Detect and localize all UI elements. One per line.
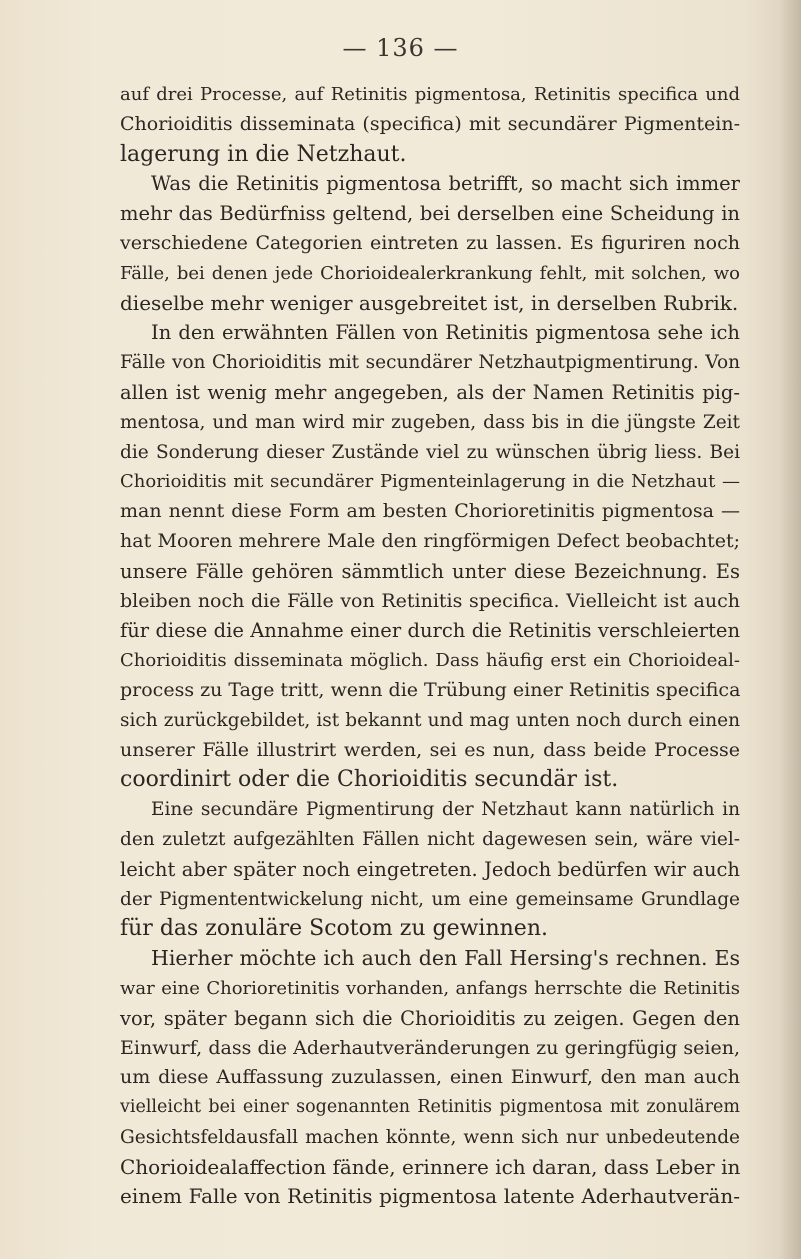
text-line: leicht aber später noch eingetreten. Jedoch bedürfen wir auch (120, 857, 740, 881)
text-line: um diese Auffassung zuzulassen, einen Einwurf, den man auch (120, 1066, 740, 1089)
text-line: Chorioiditis disseminata (specifica) mit secundärer Pigmentein- (120, 112, 740, 135)
text-line: coordinirt oder die Chorioiditis secundär ist. (120, 767, 619, 793)
page-edge-shadow (779, 0, 801, 1259)
text-line: für diese die Annahme einer durch die Retinitis verschleierten (120, 619, 740, 643)
body-text (120, 80, 740, 1212)
text-line: der Pigmententwickelung nicht, um eine gemeinsame Grundlage (120, 888, 740, 910)
text-line: war eine Chorioretinitis vorhanden, anfangs herrschte die Retinitis (120, 977, 740, 999)
text-line: verschiedene Categorien eintreten zu lassen. Es figuriren noch (120, 231, 740, 254)
page-number: — 136 — (342, 34, 459, 62)
text-line: Chorioidealaffection fände, erinnere ich daran, dass Leber in (120, 1154, 741, 1179)
text-line: Was die Retinitis pigmentosa betrifft, so macht sich immer (151, 172, 740, 196)
text-line: In den erwähnten Fällen von Retinitis pigmentosa sehe ich (151, 321, 740, 345)
text-line: process zu Tage tritt, wenn die Trübung einer Retinitis specifica (120, 678, 741, 701)
text-line: hat Mooren mehrere Male den ringförmigen Defect beobachtet; (120, 529, 740, 552)
text-line: vor, später begann sich die Chorioiditis zu zeigen. Gegen den (120, 1006, 740, 1030)
text-line: unserer Fälle illustrirt werden, sei es nun, dass beide Processe (120, 738, 740, 761)
text-line: Hierher möchte ich auch den Fall Hersing's rechnen. Es (151, 946, 740, 971)
text-line: Fälle, bei denen jede Chorioidealerkrankung fehlt, mit solchen, wo (120, 262, 740, 284)
text-line: die Sonderung dieser Zustände viel zu wünschen übrig liess. Bei (120, 441, 740, 463)
text-line: man nennt diese Form am besten Chorioretinitis pigmentosa — (120, 500, 740, 523)
text-line: unsere Fälle gehören sämmtlich unter diese Bezeichnung. Es (120, 559, 740, 583)
text-line: Einwurf, dass die Aderhautveränderungen zu geringfügig seien, (120, 1036, 740, 1059)
text-line: den zuletzt aufgezählten Fällen nicht dagewesen sein, wäre viel- (120, 828, 740, 850)
text-line: lagerung in die Netzhaut. (120, 141, 407, 167)
text-line: auf drei Processe, auf Retinitis pigmentosa, Retinitis specifica und (120, 84, 740, 105)
text-line: einem Falle von Retinitis pigmentosa latente Aderhautverän- (120, 1184, 740, 1209)
text-line: sich zurückgebildet, ist bekannt und mag unten noch durch einen (120, 709, 740, 731)
text-line: Fälle von Chorioiditis mit secundärer Netzhautpigmentirung. Von (120, 352, 740, 374)
text-line: Eine secundäre Pigmentirung der Netzhaut kann natürlich in (151, 799, 740, 821)
text-line: Chorioiditis disseminata möglich. Dass häufig erst ein Chorioideal- (120, 650, 740, 672)
text-line: bleiben noch die Fälle von Retinitis specifica. Vielleicht ist auch (120, 589, 740, 612)
text-line: Chorioiditis mit secundärer Pigmenteinlagerung in die Netzhaut — (120, 471, 740, 493)
text-line: dieselbe mehr weniger ausgebreitet ist, in derselben Rubrik. (120, 290, 739, 315)
text-line: allen ist wenig mehr angegeben, als der Namen Retinitis pig- (120, 380, 740, 404)
text-line: vielleicht bei einer sogenannten Retinitis pigmentosa mit zonulärem (120, 1097, 740, 1118)
text-line: mehr das Bedürfniss geltend, bei derselben eine Scheidung in (120, 202, 740, 226)
text-line: für das zonuläre Scotom zu gewinnen. (120, 916, 548, 942)
text-line: mentosa, und man wird mir zugeben, dass bis in die jüngste Zeit (120, 411, 740, 433)
text-line: Gesichtsfeldausfall machen könnte, wenn sich nur unbedeutende (120, 1126, 740, 1148)
